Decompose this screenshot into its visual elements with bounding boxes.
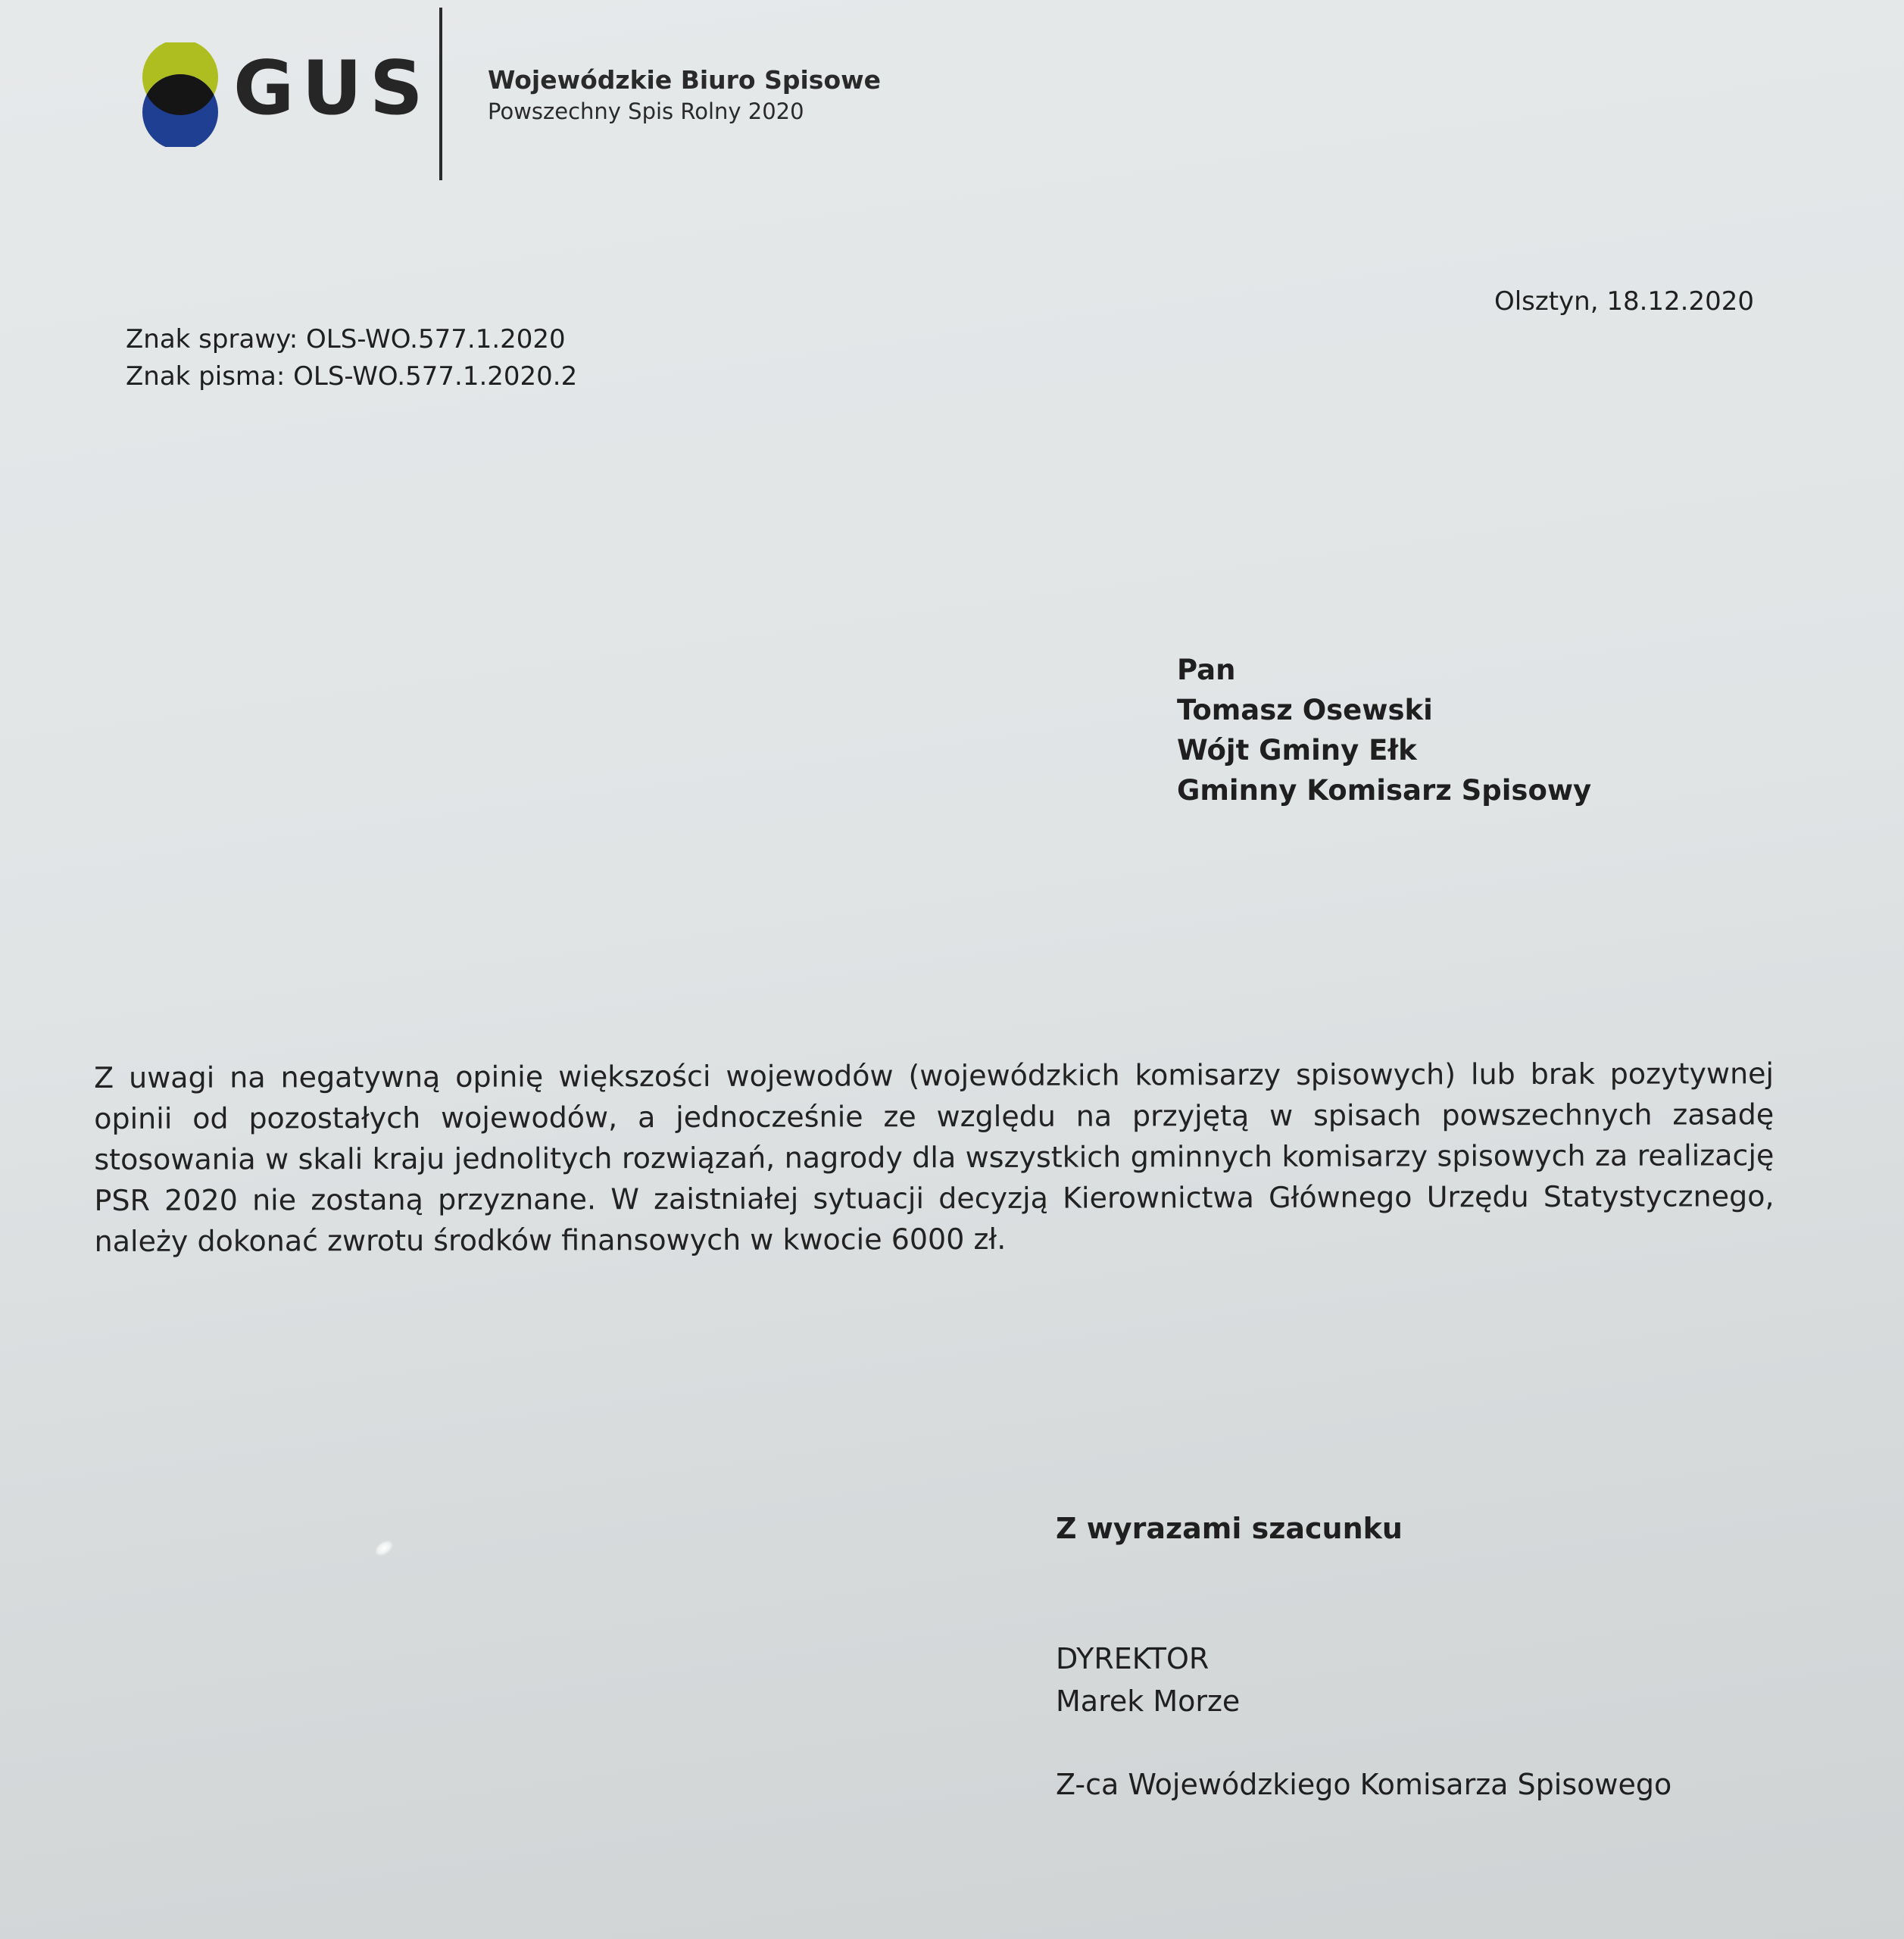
signer-name: Marek Morze [1056,1685,1241,1718]
signer-role: Z-ca Wojewódzkiego Komisarza Spisowego [1056,1768,1672,1801]
reference-block [126,321,577,395]
addressee-position: Wójt Gminy Ełk [1177,734,1417,767]
office-subtitle: Powszechny Spis Rolny 2020 [488,98,804,124]
signer-title: DYREKTOR [1056,1642,1210,1675]
paper-speck [373,1538,395,1559]
addressee-block [1177,650,1591,810]
addressee-name: Tomasz Osewski [1177,694,1433,726]
addressee-salutation: Pan [1177,654,1236,686]
logo-wordmark: GUS [233,45,431,132]
closing-phrase: Z wyrazami szacunku [1056,1512,1403,1545]
place-date: Olsztyn, 18.12.2020 [1494,286,1754,317]
letter-body: Z uwagi na negatywną opinię większości wojewodów (wojewódzkich komisarzy spisowych) lub brak pozytywnej opinii od pozostałych wojewodów, a jednocześnie ze względu na przyjętą w spisach powszechnych zasadę stosowania w skali kraju jednolitych rozwiązań, nagrody dla wszystkich gminnych komisarzy spisowych za realizację PSR 2020 nie zostaną przyznane. W zaistniałej sytuacji decyzją Kierownictwa Głównego Urzędu Statystycznego, należy dokonać zwrotu środków finansowych w kwocie 6000 zł. [94,1057,1774,1258]
letter-reference: Znak pisma: OLS-WO.577.1.2020.2 [126,361,578,392]
signature-block [1056,1638,1240,1722]
case-reference: Znak sprawy: OLS-WO.577.1.2020 [126,324,566,354]
gus-logo-icon [141,42,220,147]
header-divider [439,8,442,180]
office-name: Wojewódzkie Biuro Spisowe [488,65,881,95]
addressee-function: Gminny Komisarz Spisowy [1177,774,1592,807]
